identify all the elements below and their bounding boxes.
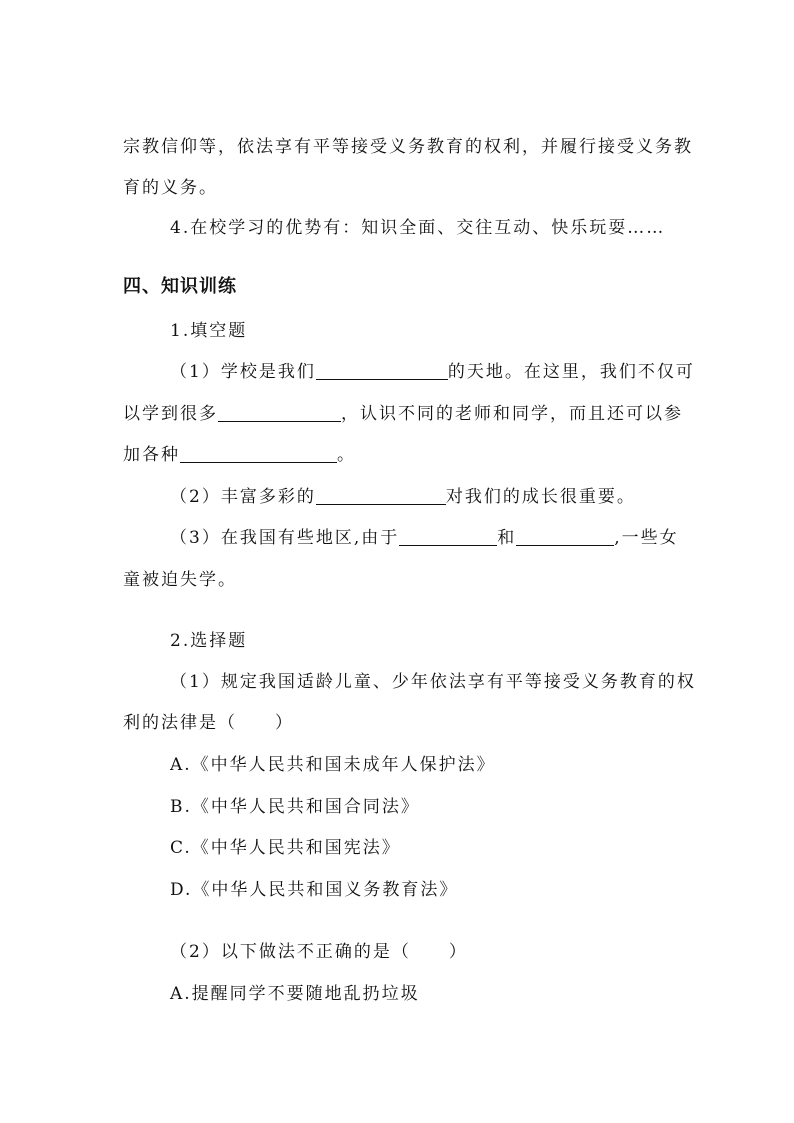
choice-question-2: （2）以下做法不正确的是（ ） <box>170 942 468 962</box>
text-line: 4.在校学习的优势有：知识全面、交往互动、快乐玩耍…… <box>170 218 666 238</box>
answer-blank[interactable] <box>516 527 614 546</box>
fill-in-heading: 1.填空题 <box>170 321 248 341</box>
choice-question-1-line-1: （1）规定我国适龄儿童、少年依法享有平等接受义务教育的权 <box>170 672 696 692</box>
fill-question-1-line-3 <box>123 440 356 465</box>
section-heading: 四、知识训练 <box>123 276 237 297</box>
question-text: 以学到很多 <box>123 404 218 424</box>
question-text: ,一些女 <box>614 528 679 548</box>
choice-heading: 2.选择题 <box>170 631 248 651</box>
answer-blank[interactable] <box>316 361 448 380</box>
question-text: 。 <box>337 445 356 465</box>
text-line: 宗教信仰等，依法享有平等接受义务教育的权利，并履行接受义务教 <box>123 137 693 157</box>
answer-blank[interactable] <box>218 403 341 422</box>
fill-question-3-line-1 <box>170 523 679 548</box>
choice-option-a[interactable]: A.提醒同学不要随地乱扔垃圾 <box>170 984 420 1004</box>
fill-question-2 <box>170 482 636 507</box>
fill-question-1-line-2 <box>123 399 683 424</box>
answer-blank[interactable] <box>316 486 446 505</box>
question-text: （1）学校是我们 <box>170 362 316 382</box>
choice-option-d[interactable]: D.《中华人民共和国义务教育法》 <box>170 880 459 900</box>
answer-blank[interactable] <box>399 527 497 546</box>
fill-question-3-line-2: 童被迫失学。 <box>123 570 237 590</box>
question-text: 加各种 <box>123 445 180 465</box>
choice-question-1-line-2: 利的法律是（ ） <box>123 713 294 733</box>
question-text: 的天地。在这里，我们不仅可 <box>447 362 695 382</box>
answer-blank[interactable] <box>180 444 337 463</box>
text-line: 育的义务。 <box>123 178 218 198</box>
choice-option-b[interactable]: B.《中华人民共和国合同法》 <box>170 797 420 817</box>
question-text: （3）在我国有些地区,由于 <box>170 528 400 548</box>
question-text: 对我们的成长很重要。 <box>445 487 636 507</box>
choice-option-a[interactable]: A.《中华人民共和国未成年人保护法》 <box>170 755 496 775</box>
question-text: ，认识不同的老师和同学，而且还可以参 <box>341 404 683 424</box>
choice-option-c[interactable]: C.《中华人民共和国宪法》 <box>170 838 401 858</box>
question-text: 和 <box>497 528 517 548</box>
fill-question-1-line-1 <box>170 357 695 382</box>
question-text: （2）丰富多彩的 <box>170 487 316 507</box>
